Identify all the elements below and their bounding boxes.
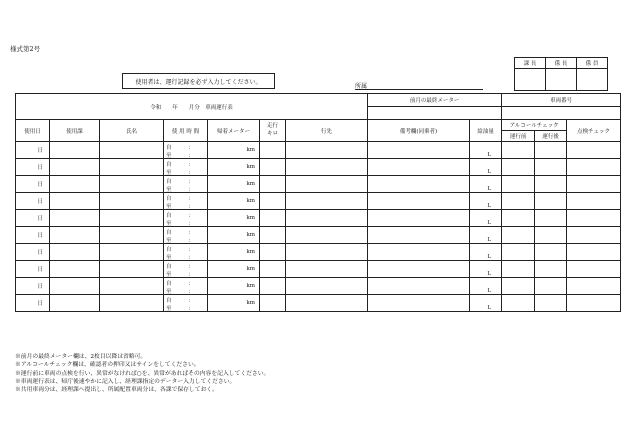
table-title: 令和 年 月分 車両運行表 [16,94,368,120]
name-cell[interactable] [100,159,164,176]
fuel-cell[interactable] [470,244,502,261]
distance-cell[interactable] [260,244,286,261]
alcohol-before-cell[interactable] [502,210,535,227]
colon: ： [188,162,194,168]
day-cell[interactable] [16,159,50,176]
liter-unit: L [487,271,492,277]
colon: ： [188,170,194,176]
col-time: 使 用 時 間 [164,120,208,142]
fuel-cell[interactable] [470,159,502,176]
alcohol-after-cell[interactable] [535,193,567,210]
fuel-cell[interactable] [470,142,502,159]
name-cell[interactable] [100,261,164,278]
vehicle-log-table [15,93,621,312]
inspection-cell[interactable] [567,261,621,278]
return-meter-cell[interactable] [208,244,260,261]
from-label: 自 [166,162,172,168]
destination-cell[interactable] [286,278,368,295]
footnote: ※アルコールチェック欄は、確認者の押印又はサインをしてください。 [15,362,200,369]
col-day: 使用日 [16,120,50,142]
col-remarks: 備考欄(同乗者) [368,120,470,142]
distance-cell[interactable] [260,176,286,193]
distance-cell[interactable] [260,159,286,176]
colon: ： [188,272,194,278]
return-meter-cell[interactable] [208,227,260,244]
stamp-cell[interactable] [515,69,546,91]
approval-label: 課 長 [515,58,546,69]
destination-cell[interactable] [286,193,368,210]
alcohol-after-cell[interactable] [535,278,567,295]
time-cell[interactable] [164,142,208,159]
day-suffix: 日 [37,284,43,290]
col-name: 氏名 [100,120,164,142]
distance-cell[interactable] [260,295,286,312]
day-suffix: 日 [37,216,43,222]
destination-cell[interactable] [286,142,368,159]
km-unit: km [246,164,255,170]
alcohol-before-cell[interactable] [502,244,535,261]
time-cell[interactable] [164,210,208,227]
fuel-cell[interactable] [470,295,502,312]
inspection-cell[interactable] [567,142,621,159]
alcohol-before-cell[interactable] [502,261,535,278]
day-suffix: 日 [37,267,43,273]
colon: ： [188,204,194,210]
fuel-cell[interactable] [470,278,502,295]
form-number: 様式第2号 [10,45,41,53]
alcohol-before-cell[interactable] [502,159,535,176]
km-unit: km [246,249,255,255]
time-cell[interactable] [164,261,208,278]
table-row [16,193,621,210]
table-row [16,159,621,176]
km-unit: km [246,181,255,187]
inspection-cell[interactable] [567,176,621,193]
liter-unit: L [487,288,492,294]
destination-cell[interactable] [286,159,368,176]
remarks-cell[interactable] [368,244,470,261]
time-cell[interactable] [164,295,208,312]
alcohol-after-cell[interactable] [535,261,567,278]
colon: ： [188,221,194,227]
stamp-cell[interactable] [546,69,577,91]
km-unit: km [246,147,255,153]
to-label: 至 [166,204,172,210]
stamp-cell[interactable] [577,69,608,91]
km-unit: km [246,198,255,204]
liter-unit: L [487,186,492,192]
inspection-cell[interactable] [567,159,621,176]
inspection-cell[interactable] [567,227,621,244]
to-label: 至 [166,170,172,176]
approval-stamp-box [514,57,608,91]
return-meter-cell[interactable] [208,295,260,312]
col-fuel: 給油量 [470,120,502,142]
col-distance: 走行 キロ [260,120,286,142]
from-label: 自 [166,247,172,253]
return-meter-cell[interactable] [208,142,260,159]
liter-unit: L [487,169,492,175]
footnotes [15,353,269,394]
inspection-cell[interactable] [567,295,621,312]
col-after: 運行後 [535,131,567,142]
table-row [16,278,621,295]
table-row [16,261,621,278]
colon: ： [188,255,194,261]
to-label: 至 [166,153,172,159]
fuel-cell[interactable] [470,210,502,227]
liter-unit: L [487,203,492,209]
prev-meter-label: 前月の最終メーター [368,94,502,107]
notice-box: 使用者は、運行記録を必ず入力してください。 [122,73,275,89]
colon: ： [188,289,194,295]
dept-cell[interactable] [50,142,100,159]
return-meter-cell[interactable] [208,193,260,210]
destination-cell[interactable] [286,244,368,261]
colon: ： [188,145,194,151]
footnote: ※運行前に車両の点検を行い、異常がなければ○を、異常があればその内容を記入してください。 [15,370,270,377]
from-label: 自 [166,230,172,236]
name-cell[interactable] [100,193,164,210]
to-label: 至 [166,289,172,295]
destination-cell[interactable] [286,227,368,244]
alcohol-before-cell[interactable] [502,193,535,210]
col-dept: 使用課 [50,120,100,142]
dept-cell[interactable] [50,295,100,312]
time-cell[interactable] [164,193,208,210]
table-row [16,244,621,261]
fuel-cell[interactable] [470,176,502,193]
colon: ： [188,153,194,159]
km-unit: km [246,266,255,272]
colon: ： [188,230,194,236]
prev-meter-value[interactable] [368,107,502,120]
from-label: 自 [166,179,172,185]
day-cell[interactable] [16,278,50,295]
footnote: ※車両運行表は、帰庁後速やかに記入し、経理課指定のデーター入力してください。 [15,378,236,385]
day-suffix: 日 [37,165,43,171]
col-alcohol: アルコールチェック [502,120,567,131]
fuel-cell[interactable] [470,227,502,244]
from-label: 自 [166,196,172,202]
remarks-cell[interactable] [368,227,470,244]
col-inspection: 点検チェック [567,120,621,142]
dept-cell[interactable] [50,227,100,244]
office-field[interactable]: 所属 [355,81,483,90]
name-cell[interactable] [100,295,164,312]
alcohol-after-cell[interactable] [535,176,567,193]
day-cell[interactable] [16,244,50,261]
to-label: 至 [166,306,172,312]
liter-unit: L [487,152,492,158]
alcohol-before-cell[interactable] [502,295,535,312]
inspection-cell[interactable] [567,193,621,210]
fuel-cell[interactable] [470,261,502,278]
alcohol-before-cell[interactable] [502,176,535,193]
colon: ： [188,298,194,304]
colon: ： [188,196,194,202]
day-suffix: 日 [37,233,43,239]
col-return-meter: 帰着メーター [208,120,260,142]
remarks-cell[interactable] [368,159,470,176]
from-label: 自 [166,281,172,287]
colon: ： [188,247,194,253]
to-label: 至 [166,187,172,193]
name-cell[interactable] [100,176,164,193]
remarks-cell[interactable] [368,210,470,227]
return-meter-cell[interactable] [208,159,260,176]
dept-cell[interactable] [50,244,100,261]
day-suffix: 日 [37,182,43,188]
name-cell[interactable] [100,227,164,244]
destination-cell[interactable] [286,295,368,312]
vehicle-no-label: 車両番号 [502,94,621,107]
distance-cell[interactable] [260,142,286,159]
distance-cell[interactable] [260,193,286,210]
liter-unit: L [487,305,492,311]
table-row [16,295,621,312]
time-cell[interactable] [164,176,208,193]
destination-cell[interactable] [286,210,368,227]
time-cell[interactable] [164,227,208,244]
km-unit: km [246,300,255,306]
km-unit: km [246,283,255,289]
destination-cell[interactable] [286,261,368,278]
day-cell[interactable] [16,261,50,278]
name-cell[interactable] [100,142,164,159]
alcohol-after-cell[interactable] [535,244,567,261]
dept-cell[interactable] [50,278,100,295]
distance-cell[interactable] [260,227,286,244]
inspection-cell[interactable] [567,210,621,227]
day-cell[interactable] [16,193,50,210]
name-cell[interactable] [100,210,164,227]
name-cell[interactable] [100,278,164,295]
to-label: 至 [166,272,172,278]
to-label: 至 [166,238,172,244]
return-meter-cell[interactable] [208,278,260,295]
approval-label: 係 員 [577,58,608,69]
remarks-cell[interactable] [368,193,470,210]
fuel-cell[interactable] [470,193,502,210]
remarks-cell[interactable] [368,261,470,278]
inspection-cell[interactable] [567,244,621,261]
day-suffix: 日 [37,199,43,205]
dept-cell[interactable] [50,261,100,278]
colon: ： [188,179,194,185]
col-destination: 行先 [286,120,368,142]
colon: ： [188,238,194,244]
colon: ： [188,281,194,287]
col-before: 運行前 [502,131,535,142]
name-cell[interactable] [100,244,164,261]
dept-cell[interactable] [50,193,100,210]
dept-cell[interactable] [50,159,100,176]
remarks-cell[interactable] [368,142,470,159]
table-row [16,227,621,244]
alcohol-after-cell[interactable] [535,142,567,159]
approval-label: 係 長 [546,58,577,69]
liter-unit: L [487,254,492,260]
inspection-cell[interactable] [567,278,621,295]
time-cell[interactable] [164,159,208,176]
return-meter-cell[interactable] [208,210,260,227]
liter-unit: L [487,220,492,226]
remarks-cell[interactable] [368,176,470,193]
alcohol-after-cell[interactable] [535,295,567,312]
table-row [16,142,621,159]
remarks-cell[interactable] [368,278,470,295]
day-cell[interactable] [16,210,50,227]
time-cell[interactable] [164,244,208,261]
colon: ： [188,264,194,270]
distance-cell[interactable] [260,210,286,227]
day-cell[interactable] [16,142,50,159]
return-meter-cell[interactable] [208,261,260,278]
day-suffix: 日 [37,301,43,307]
colon: ： [188,213,194,219]
day-cell[interactable] [16,176,50,193]
from-label: 自 [166,145,172,151]
dept-cell[interactable] [50,210,100,227]
day-suffix: 日 [37,148,43,154]
alcohol-after-cell[interactable] [535,159,567,176]
alcohol-before-cell[interactable] [502,142,535,159]
alcohol-after-cell[interactable] [535,227,567,244]
table-row [16,210,621,227]
footnote: ※共用車両分は、経理課へ提出し、所属配置車両分は、各課で保存しておく。 [15,387,218,394]
alcohol-after-cell[interactable] [535,210,567,227]
to-label: 至 [166,255,172,261]
km-unit: km [246,232,255,238]
colon: ： [188,306,194,312]
destination-cell[interactable] [286,176,368,193]
from-label: 自 [166,298,172,304]
time-cell[interactable] [164,278,208,295]
from-label: 自 [166,213,172,219]
footnote: ※前月の最終メーター欄は、2枚目以降は省略可。 [15,354,147,360]
from-label: 自 [166,264,172,270]
distance-cell[interactable] [260,261,286,278]
day-cell[interactable] [16,295,50,312]
alcohol-before-cell[interactable] [502,278,535,295]
day-suffix: 日 [37,250,43,256]
to-label: 至 [166,221,172,227]
day-cell[interactable] [16,227,50,244]
distance-cell[interactable] [260,278,286,295]
return-meter-cell[interactable] [208,176,260,193]
remarks-cell[interactable] [368,295,470,312]
km-unit: km [246,215,255,221]
dept-cell[interactable] [50,176,100,193]
table-row [16,176,621,193]
liter-unit: L [487,237,492,243]
vehicle-no-value[interactable] [502,107,621,120]
alcohol-before-cell[interactable] [502,227,535,244]
colon: ： [188,187,194,193]
